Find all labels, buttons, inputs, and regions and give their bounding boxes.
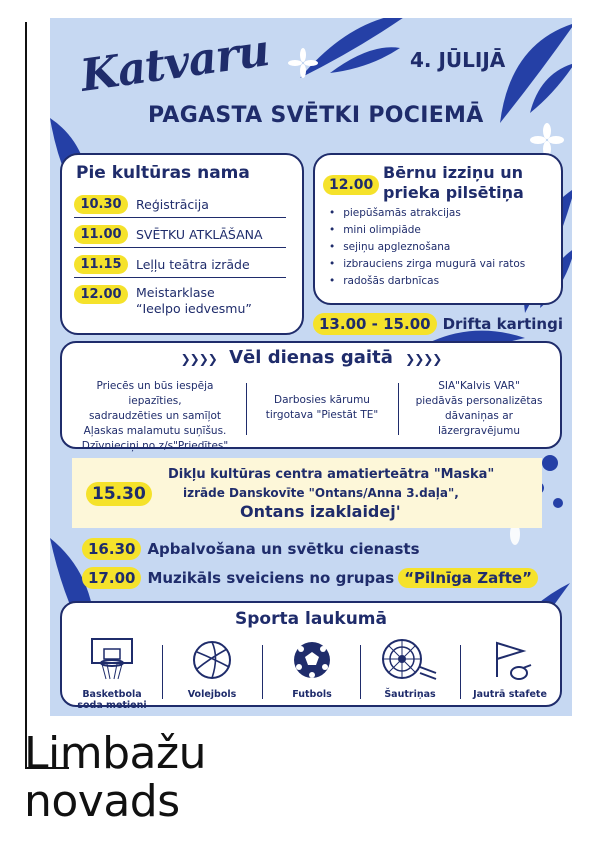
- flower-icon: [288, 48, 318, 78]
- theatre-line3: Ontans izaklaidej': [240, 502, 401, 521]
- event-label: Muzikāls sveiciens no grupas: [147, 569, 395, 587]
- list-item: • piepūšamās atrakcijas: [329, 207, 525, 219]
- awards-event: [82, 538, 420, 560]
- info-line: dāvaniņas ar: [445, 410, 513, 422]
- sport-item: [166, 637, 258, 700]
- sport-item: [364, 637, 456, 700]
- sport-label: Šautriņas: [384, 689, 436, 700]
- drift-event: [313, 313, 563, 335]
- time-badge: 11.00: [74, 225, 128, 244]
- info-line: sadraudzēties un samīļot: [88, 410, 222, 422]
- theatre-line2: izrāde Danskovīte "Ontans/Anna 3.daļa",: [183, 486, 459, 500]
- schedule-label-line1: Meistarklase: [136, 285, 215, 300]
- sport-item: [66, 637, 158, 711]
- brand-frame-line-vertical: [25, 22, 27, 769]
- sport-label: Futbols: [292, 689, 332, 700]
- sport-label-line2: soda metieni: [77, 700, 147, 711]
- divider: [460, 645, 461, 699]
- divider: [398, 383, 399, 435]
- schedule-label: [136, 285, 252, 317]
- day-info-column: [70, 379, 240, 454]
- during-day-title: [62, 347, 560, 368]
- flag-whistle-icon: [485, 637, 535, 683]
- time-badge: 16.30: [82, 538, 141, 560]
- schedule-label: SVĒTKU ATKLĀŠANA: [136, 227, 263, 242]
- theatre-line1: Dikļu kultūras centra amatierteātra "Maska": [168, 467, 495, 482]
- time-badge: 15.30: [86, 482, 152, 506]
- schedule-row: [74, 285, 286, 320]
- brand-name-line1: Limbažu: [24, 728, 206, 779]
- list-item: • radošās darbnīcas: [329, 275, 525, 287]
- during-day-panel: [60, 341, 562, 452]
- music-event: [82, 567, 538, 589]
- time-badge: 12.00: [323, 175, 379, 195]
- time-badge: 12.00: [74, 285, 128, 304]
- chevrons-icon: ❯❯❯❯: [180, 352, 217, 366]
- divider: [262, 645, 263, 699]
- football-icon: [289, 637, 335, 683]
- poster-subtitle: PAGASTA SVĒTKI POCIEMĀ: [148, 103, 484, 128]
- schedule-row: [74, 225, 286, 248]
- time-badge: 17.00: [82, 567, 141, 589]
- sport-title: Sporta laukumā: [235, 609, 387, 629]
- divider: [246, 383, 247, 435]
- kids-town-title-line2: prieka pilsētiņa: [383, 183, 524, 202]
- day-info-column: [404, 379, 554, 439]
- brand-name-line2: novads: [24, 776, 180, 827]
- time-badge: 10.30: [74, 195, 128, 214]
- schedule-label: Reģistrācija: [136, 197, 209, 212]
- kids-town-activity-list: [329, 207, 525, 292]
- schedule-row: [74, 195, 286, 218]
- sport-label: Jautrā stafete: [473, 689, 547, 700]
- time-badge: 13.00 - 15.00: [313, 313, 437, 335]
- culture-house-panel: [60, 153, 304, 335]
- info-line: Priecēs un būs iespēja iepazīties,: [96, 380, 214, 407]
- list-item: • mini olimpiāde: [329, 224, 525, 236]
- during-day-heading: Vēl dienas gaitā: [229, 347, 393, 368]
- divider: [360, 645, 361, 699]
- chevrons-icon: ❯❯❯❯: [405, 352, 442, 366]
- darts-icon: [380, 637, 440, 683]
- info-line: tirgotava "Piestāt TE": [265, 409, 379, 421]
- info-line: Aļaskas malamutu suņīšus.: [83, 425, 227, 437]
- divider: [162, 645, 163, 699]
- info-line: lāzergravējumu: [437, 425, 520, 437]
- list-item: • sejiņu apgleznošana: [329, 241, 525, 253]
- schedule-row: [74, 255, 286, 278]
- event-label: Apbalvošana un svētku cienasts: [147, 540, 420, 558]
- sport-label: Volejbols: [187, 689, 237, 700]
- sport-panel: [60, 601, 562, 711]
- info-line: Dzīvnieciņi no z/s"Priedītes": [81, 440, 229, 452]
- info-line: Darbosies kārumu: [274, 394, 370, 406]
- culture-house-title: Pie kultūras nama: [76, 163, 250, 183]
- info-line: piedāvās personalizētas: [415, 395, 543, 407]
- sport-item: [266, 637, 358, 700]
- event-date: 4. JŪLIJĀ: [410, 48, 506, 72]
- basketball-hoop-icon: [86, 637, 138, 683]
- list-item: • izbrauciens zirga mugurā vai ratos: [329, 258, 525, 270]
- sport-item: [464, 637, 556, 700]
- sport-label: Basketbola: [82, 689, 142, 700]
- schedule-label: Leļļu teātra izrāde: [136, 257, 250, 272]
- volleyball-icon: [189, 637, 235, 683]
- flower-icon: [530, 123, 564, 157]
- band-name: “Pilnīga Zafte”: [398, 568, 538, 588]
- info-line: SIA"Kalvis VAR": [438, 380, 520, 392]
- leaf-decoration-icon: [490, 18, 572, 133]
- poster-title-script: Katvaru: [77, 25, 272, 102]
- time-badge: 11.15: [74, 255, 128, 274]
- kids-town-title-line1: Bērnu izziņu un: [383, 163, 524, 182]
- day-info-column: [252, 393, 392, 423]
- kids-town-panel: [313, 153, 563, 305]
- schedule-label-line2: “Ieelpo iedvesmu”: [136, 301, 252, 316]
- event-label: Drifta kartingi: [442, 315, 563, 333]
